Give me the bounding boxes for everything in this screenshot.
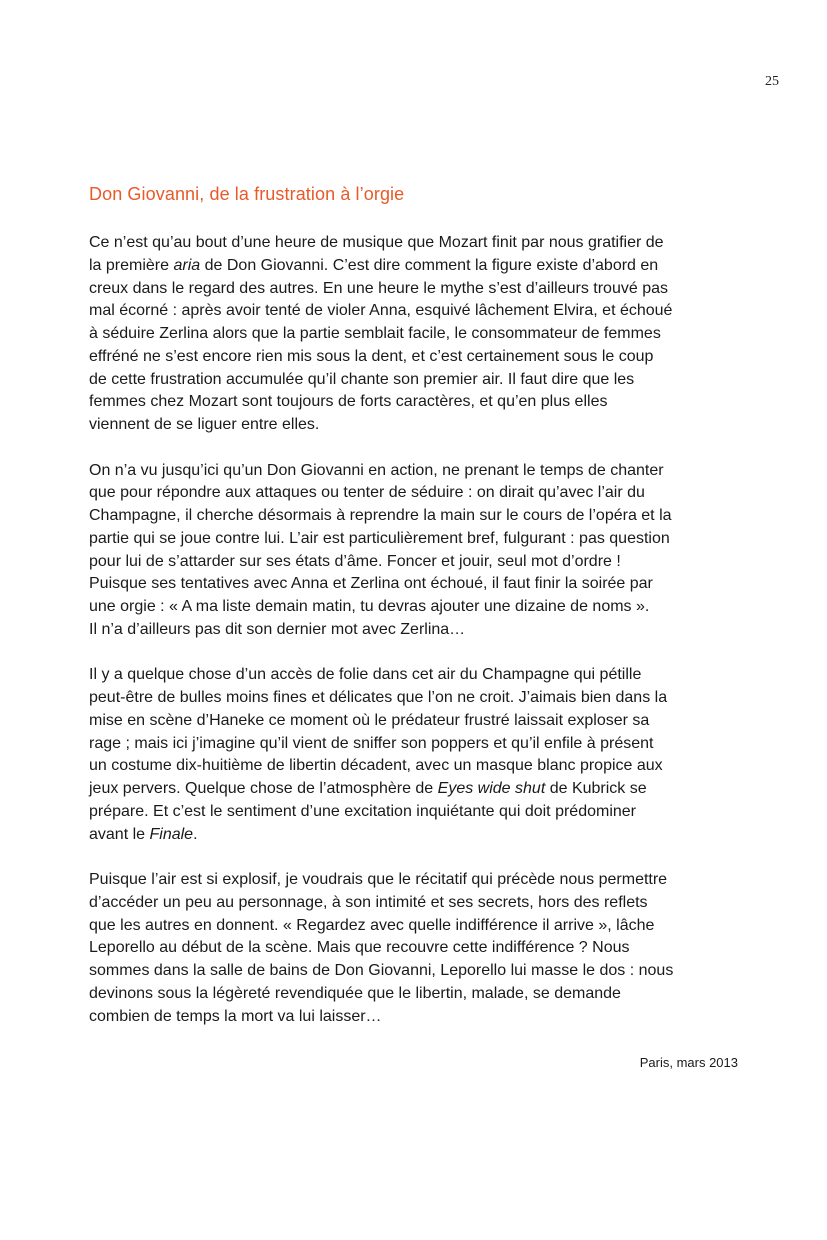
paragraph: [89, 460, 741, 642]
text-line: combien de temps la mort va lui laisser…: [89, 1007, 382, 1025]
text-line: un costume dix-huitième de libertin décadent, avec un masque blanc propice aux: [89, 757, 663, 775]
paragraph: [89, 664, 741, 846]
text-line: mise en scène d’Haneke ce moment où le prédateur frustré laissait exploser sa: [89, 711, 650, 729]
italic-title: aria: [173, 256, 201, 274]
text-line: de cette frustration accumulée qu’il chante son premier air. Il faut dire que les: [89, 370, 635, 388]
text-line: d’accéder un peu au personnage, à son intimité et ses secrets, hors des reflets: [89, 893, 648, 911]
text-line: Ce n’est qu’au bout d’une heure de musique que Mozart finit par nous gratifier de: [89, 234, 664, 251]
text-line: devinons sous la légèreté revendiquée que le libertin, malade, se demande: [89, 984, 621, 1002]
text-line: avant le Finale.: [89, 825, 198, 843]
text-line: une orgie : « A ma liste demain matin, tu devras ajouter une dizaine de noms ».: [89, 598, 650, 615]
text-line: viennent de se liguer entre elles.: [89, 416, 320, 433]
text-line: On n’a vu jusqu’ici qu’un Don Giovanni en action, ne prenant le temps de chanter: [89, 461, 664, 479]
page-number: 25: [765, 74, 779, 89]
text-line: Il n’a d’ailleurs pas dit son dernier mot avec Zerlina…: [89, 620, 466, 638]
text-line: pour lui de s’attarder sur ses états d’âme. Foncer et jouir, seul mot d’ordre !: [89, 552, 621, 570]
section-heading: Don Giovanni, de la frustration à l’orgie: [89, 184, 405, 204]
paragraph: [89, 869, 741, 1028]
paragraph: [89, 232, 741, 437]
signature-place-date: Paris, mars 2013: [639, 1055, 738, 1070]
text-line: que les autres en donnent. « Regardez avec quelle indifférence il arrive », lâche: [89, 916, 655, 934]
article-body: [89, 232, 741, 1051]
text-line: sommes dans la salle de bains de Don Giovanni, Leporello lui masse le dos : nous: [89, 962, 674, 979]
text-line: que pour répondre aux attaques ou tenter de séduire : on dirait qu’avec l’air du: [89, 484, 645, 502]
text-line: Il y a quelque chose d’un accès de folie dans cet air du Champagne qui pétille: [89, 666, 642, 684]
text-line: Puisque ses tentatives avec Anna et Zerlina ont échoué, il faut finir la soirée par: [89, 575, 653, 593]
italic-title: Eyes wide shut: [437, 780, 546, 797]
text-line: mal écorné : après avoir tenté de violer Anna, esquivé lâchement Elvira, et échoué: [89, 302, 673, 320]
text-line: jeux pervers. Quelque chose de l’atmosphère de Eyes wide shut de Kubrick se: [89, 780, 647, 797]
text-line: femmes chez Mozart sont toujours de forts caractères, et qu’en plus elles: [89, 393, 608, 411]
text-line: creux dans le regard des autres. En une heure le mythe s’est d’ailleurs trouvé pas: [89, 279, 668, 297]
text-line: effréné ne s’est encore rien mis sous la dent, et c’est certainement sous le coup: [89, 347, 654, 365]
text-line: Champagne, il cherche désormais à reprendre la main sur le cours de l’opéra et la: [89, 507, 672, 524]
text-line: prépare. Et c’est le sentiment d’une excitation inquiétante qui doit prédominer: [89, 802, 636, 820]
text-line: à séduire Zerlina alors que la partie semblait facile, le consommateur de femmes: [89, 325, 661, 342]
italic-title: Finale: [149, 825, 194, 843]
text-line: la première aria de Don Giovanni. C’est dire comment la figure existe d’abord en: [89, 256, 659, 274]
text-line: Leporello au début de la scène. Mais que recouvre cette indifférence ? Nous: [89, 939, 630, 957]
text-line: peut-être de bulles moins fines et délicates que l’on ne croit. J’aimais bien dans la: [89, 689, 668, 706]
text-line: rage ; mais ici j’imagine qu’il vient de sniffer son poppers et qu’il enfile à présent: [89, 734, 654, 752]
text-line: Puisque l’air est si explosif, je voudrais que le récitatif qui précède nous permettre: [89, 871, 668, 888]
text-line: partie qui se joue contre lui. L’air est particulièrement bref, fulgurant : pas question: [89, 529, 670, 547]
